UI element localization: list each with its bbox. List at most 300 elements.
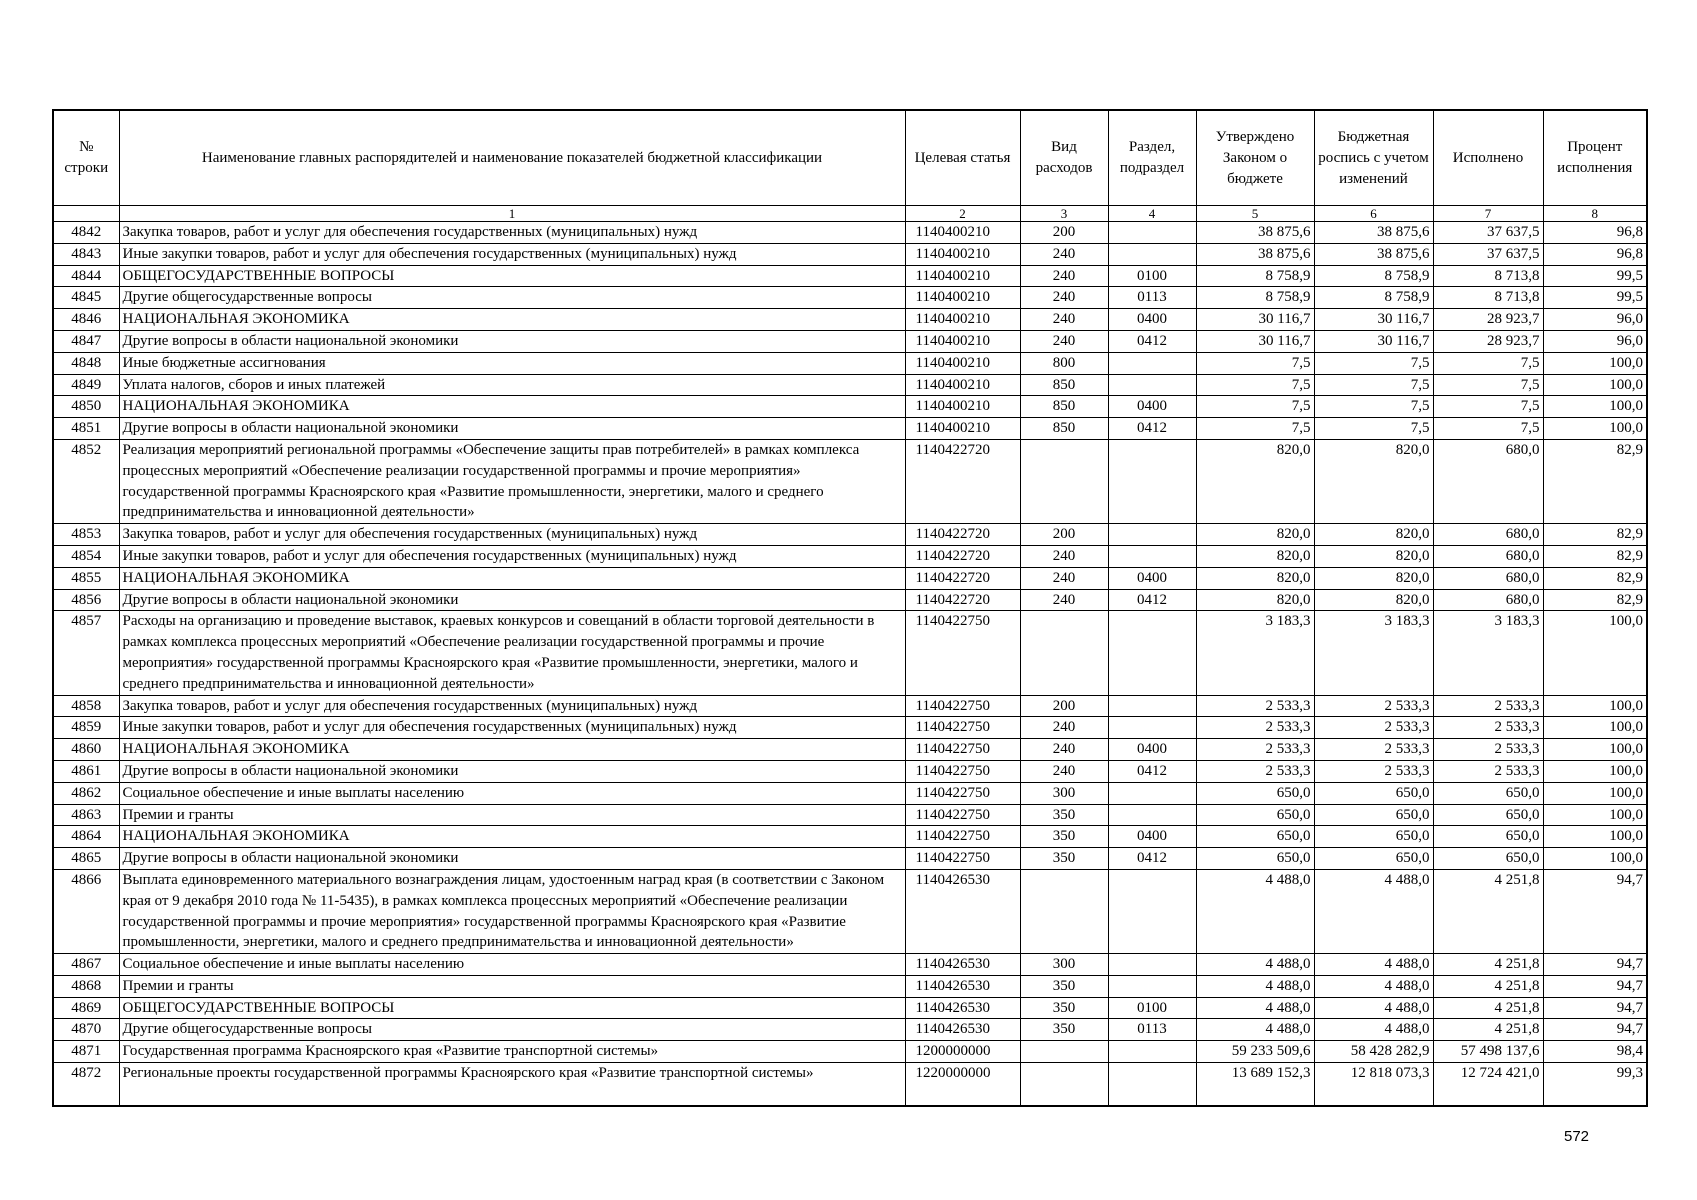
approved-cell: 650,0 [1196, 848, 1314, 870]
percent-cell: 96,8 [1543, 222, 1647, 244]
target-article-cell: 1140426530 [905, 975, 1020, 997]
header-expense-kind: Вид расходов [1020, 110, 1108, 206]
table-body [53, 222, 1647, 1107]
name-cell: Закупка товаров, работ и услуг для обеспечения государственных (муниципальных) нужд [119, 524, 905, 546]
row-number-cell: 4848 [53, 352, 119, 374]
page-number: 572 [1564, 1128, 1590, 1145]
approved-cell: 30 116,7 [1196, 309, 1314, 331]
approved-cell: 4 488,0 [1196, 975, 1314, 997]
schedule-cell: 2 533,3 [1314, 717, 1433, 739]
name-cell: Другие вопросы в области национальной экономики [119, 418, 905, 440]
target-article-cell: 1140422750 [905, 695, 1020, 717]
percent-cell: 94,7 [1543, 997, 1647, 1019]
table-row [53, 265, 1647, 287]
executed-cell: 7,5 [1433, 396, 1543, 418]
schedule-cell: 4 488,0 [1314, 975, 1433, 997]
approved-cell: 4 488,0 [1196, 954, 1314, 976]
expense-kind-cell: 850 [1020, 418, 1108, 440]
schedule-cell: 38 875,6 [1314, 222, 1433, 244]
schedule-cell: 820,0 [1314, 567, 1433, 589]
executed-cell: 650,0 [1433, 826, 1543, 848]
percent-cell: 100,0 [1543, 611, 1647, 695]
name-cell: Другие вопросы в области национальной экономики [119, 589, 905, 611]
schedule-cell: 650,0 [1314, 804, 1433, 826]
schedule-cell: 2 533,3 [1314, 695, 1433, 717]
schedule-cell: 58 428 282,9 [1314, 1041, 1433, 1063]
table-row [53, 611, 1647, 695]
executed-cell: 680,0 [1433, 545, 1543, 567]
percent-cell: 82,9 [1543, 567, 1647, 589]
row-number-cell: 4846 [53, 309, 119, 331]
target-article-cell: 1140426530 [905, 997, 1020, 1019]
schedule-cell: 650,0 [1314, 782, 1433, 804]
expense-kind-cell: 240 [1020, 330, 1108, 352]
budget-table [52, 109, 1648, 1107]
row-number-cell: 4859 [53, 717, 119, 739]
table-row [53, 869, 1647, 953]
percent-cell: 100,0 [1543, 804, 1647, 826]
column-number: 7 [1433, 206, 1543, 222]
approved-cell: 4 488,0 [1196, 869, 1314, 953]
percent-cell: 94,7 [1543, 1019, 1647, 1041]
executed-cell: 650,0 [1433, 804, 1543, 826]
expense-kind-cell: 850 [1020, 396, 1108, 418]
section-cell [1108, 717, 1196, 739]
row-number-cell: 4860 [53, 739, 119, 761]
expense-kind-cell: 240 [1020, 717, 1108, 739]
table-row [53, 997, 1647, 1019]
section-cell: 0400 [1108, 739, 1196, 761]
section-cell [1108, 804, 1196, 826]
approved-cell: 2 533,3 [1196, 739, 1314, 761]
row-number-cell: 4865 [53, 848, 119, 870]
expense-kind-cell: 240 [1020, 287, 1108, 309]
percent-cell: 100,0 [1543, 739, 1647, 761]
section-cell [1108, 1063, 1196, 1107]
name-cell: Социальное обеспечение и иные выплаты населению [119, 782, 905, 804]
executed-cell: 28 923,7 [1433, 330, 1543, 352]
target-article-cell: 1140422720 [905, 567, 1020, 589]
approved-cell: 38 875,6 [1196, 243, 1314, 265]
row-number-cell: 4850 [53, 396, 119, 418]
row-number-cell: 4851 [53, 418, 119, 440]
expense-kind-cell: 240 [1020, 589, 1108, 611]
name-cell: ОБЩЕГОСУДАРСТВЕННЫЕ ВОПРОСЫ [119, 997, 905, 1019]
expense-kind-cell [1020, 1063, 1108, 1107]
approved-cell: 7,5 [1196, 374, 1314, 396]
executed-cell: 650,0 [1433, 848, 1543, 870]
approved-cell: 30 116,7 [1196, 330, 1314, 352]
row-number-cell: 4849 [53, 374, 119, 396]
section-cell: 0412 [1108, 589, 1196, 611]
executed-cell: 4 251,8 [1433, 954, 1543, 976]
target-article-cell: 1140422750 [905, 804, 1020, 826]
table-row [53, 352, 1647, 374]
section-cell [1108, 374, 1196, 396]
name-cell: Другие общегосударственные вопросы [119, 1019, 905, 1041]
approved-cell: 7,5 [1196, 396, 1314, 418]
expense-kind-cell: 240 [1020, 243, 1108, 265]
table-row [53, 1041, 1647, 1063]
expense-kind-cell [1020, 439, 1108, 523]
table-row [53, 545, 1647, 567]
row-number-cell: 4854 [53, 545, 119, 567]
expense-kind-cell: 240 [1020, 760, 1108, 782]
schedule-cell: 7,5 [1314, 396, 1433, 418]
target-article-cell: 1140400210 [905, 309, 1020, 331]
schedule-cell: 820,0 [1314, 524, 1433, 546]
percent-cell: 100,0 [1543, 717, 1647, 739]
expense-kind-cell: 350 [1020, 804, 1108, 826]
table-row [53, 330, 1647, 352]
expense-kind-cell: 850 [1020, 374, 1108, 396]
target-article-cell: 1140422720 [905, 589, 1020, 611]
percent-cell: 82,9 [1543, 589, 1647, 611]
schedule-cell: 2 533,3 [1314, 739, 1433, 761]
header-name: Наименование главных распорядителей и наименование показателей бюджетной классификации [119, 110, 905, 206]
column-number: 1 [119, 206, 905, 222]
schedule-cell: 38 875,6 [1314, 243, 1433, 265]
section-cell: 0400 [1108, 309, 1196, 331]
table-row [53, 396, 1647, 418]
section-cell [1108, 975, 1196, 997]
executed-cell: 7,5 [1433, 352, 1543, 374]
target-article-cell: 1140422750 [905, 782, 1020, 804]
name-cell: Региональные проекты государственной программы Красноярского края «Развитие транспортной системы» [119, 1063, 905, 1107]
target-article-cell: 1140422750 [905, 717, 1020, 739]
percent-cell: 96,8 [1543, 243, 1647, 265]
expense-kind-cell: 350 [1020, 1019, 1108, 1041]
schedule-cell: 4 488,0 [1314, 997, 1433, 1019]
expense-kind-cell [1020, 611, 1108, 695]
target-article-cell: 1140400210 [905, 396, 1020, 418]
executed-cell: 2 533,3 [1433, 760, 1543, 782]
percent-cell: 100,0 [1543, 782, 1647, 804]
table-row [53, 287, 1647, 309]
section-cell [1108, 524, 1196, 546]
row-number-cell: 4867 [53, 954, 119, 976]
expense-kind-cell [1020, 1041, 1108, 1063]
expense-kind-cell: 240 [1020, 739, 1108, 761]
approved-cell: 4 488,0 [1196, 1019, 1314, 1041]
schedule-cell: 8 758,9 [1314, 287, 1433, 309]
section-cell: 0412 [1108, 848, 1196, 870]
name-cell: НАЦИОНАЛЬНАЯ ЭКОНОМИКА [119, 739, 905, 761]
table-header [53, 110, 1647, 222]
target-article-cell: 1140400210 [905, 265, 1020, 287]
executed-cell: 8 713,8 [1433, 287, 1543, 309]
approved-cell: 820,0 [1196, 545, 1314, 567]
section-cell: 0400 [1108, 567, 1196, 589]
schedule-cell: 820,0 [1314, 545, 1433, 567]
approved-cell: 650,0 [1196, 782, 1314, 804]
section-cell: 0100 [1108, 265, 1196, 287]
percent-cell: 94,7 [1543, 975, 1647, 997]
section-cell: 0113 [1108, 287, 1196, 309]
expense-kind-cell: 800 [1020, 352, 1108, 374]
column-number: 5 [1196, 206, 1314, 222]
expense-kind-cell: 350 [1020, 975, 1108, 997]
name-cell: НАЦИОНАЛЬНАЯ ЭКОНОМИКА [119, 396, 905, 418]
executed-cell: 28 923,7 [1433, 309, 1543, 331]
table-row [53, 717, 1647, 739]
percent-cell: 82,9 [1543, 439, 1647, 523]
executed-cell: 2 533,3 [1433, 717, 1543, 739]
percent-cell: 94,7 [1543, 954, 1647, 976]
percent-cell: 100,0 [1543, 760, 1647, 782]
column-number: 2 [905, 206, 1020, 222]
name-cell: Иные закупки товаров, работ и услуг для обеспечения государственных (муниципальных) нужд [119, 717, 905, 739]
table-row [53, 1063, 1647, 1107]
name-cell: Реализация мероприятий региональной программы «Обеспечение защиты прав потребителей» в рамках комплекса процессных мероприятий «Обеспечение реализации государственной программы и прочие мероприятия» государственной программы Красноярского края «Развитие промышленности, энергетики, малого и среднего предпринимательства и инновационной деятельности» [119, 439, 905, 523]
row-number-cell: 4852 [53, 439, 119, 523]
executed-cell: 8 713,8 [1433, 265, 1543, 287]
executed-cell: 680,0 [1433, 567, 1543, 589]
expense-kind-cell [1020, 869, 1108, 953]
schedule-cell: 4 488,0 [1314, 954, 1433, 976]
target-article-cell: 1140422720 [905, 524, 1020, 546]
row-number-cell: 4842 [53, 222, 119, 244]
name-cell: Закупка товаров, работ и услуг для обеспечения государственных (муниципальных) нужд [119, 695, 905, 717]
column-number-blank [53, 206, 119, 222]
section-cell: 0400 [1108, 396, 1196, 418]
target-article-cell: 1140400210 [905, 243, 1020, 265]
expense-kind-cell: 200 [1020, 695, 1108, 717]
approved-cell: 820,0 [1196, 567, 1314, 589]
executed-cell: 4 251,8 [1433, 869, 1543, 953]
section-cell [1108, 352, 1196, 374]
schedule-cell: 4 488,0 [1314, 1019, 1433, 1041]
target-article-cell: 1140400210 [905, 418, 1020, 440]
row-number-cell: 4862 [53, 782, 119, 804]
table-row [53, 804, 1647, 826]
target-article-cell: 1140426530 [905, 869, 1020, 953]
target-article-cell: 1140422750 [905, 848, 1020, 870]
table-row [53, 760, 1647, 782]
header-section: Раздел, подраздел [1108, 110, 1196, 206]
executed-cell: 4 251,8 [1433, 997, 1543, 1019]
table-row [53, 222, 1647, 244]
target-article-cell: 1140400210 [905, 352, 1020, 374]
expense-kind-cell: 300 [1020, 782, 1108, 804]
percent-cell: 96,0 [1543, 309, 1647, 331]
target-article-cell: 1140400210 [905, 287, 1020, 309]
section-cell [1108, 695, 1196, 717]
header-approved: Утверждено Законом о бюджете [1196, 110, 1314, 206]
approved-cell: 8 758,9 [1196, 265, 1314, 287]
row-number-cell: 4847 [53, 330, 119, 352]
expense-kind-cell: 200 [1020, 524, 1108, 546]
row-number-cell: 4871 [53, 1041, 119, 1063]
section-cell [1108, 243, 1196, 265]
table-row [53, 848, 1647, 870]
section-cell: 0113 [1108, 1019, 1196, 1041]
name-cell: Другие вопросы в области национальной экономики [119, 760, 905, 782]
name-cell: Иные закупки товаров, работ и услуг для обеспечения государственных (муниципальных) нужд [119, 545, 905, 567]
header-target-article: Целевая статья [905, 110, 1020, 206]
approved-cell: 650,0 [1196, 804, 1314, 826]
table-row [53, 567, 1647, 589]
column-number: 3 [1020, 206, 1108, 222]
header-percent: Процент исполнения [1543, 110, 1647, 206]
approved-cell: 59 233 509,6 [1196, 1041, 1314, 1063]
target-article-cell: 1140422750 [905, 826, 1020, 848]
executed-cell: 57 498 137,6 [1433, 1041, 1543, 1063]
approved-cell: 820,0 [1196, 439, 1314, 523]
section-cell [1108, 954, 1196, 976]
row-number-cell: 4861 [53, 760, 119, 782]
table-row [53, 1019, 1647, 1041]
target-article-cell: 1140400210 [905, 374, 1020, 396]
approved-cell: 7,5 [1196, 418, 1314, 440]
column-number: 6 [1314, 206, 1433, 222]
section-cell [1108, 1041, 1196, 1063]
section-cell [1108, 439, 1196, 523]
schedule-cell: 7,5 [1314, 418, 1433, 440]
name-cell: ОБЩЕГОСУДАРСТВЕННЫЕ ВОПРОСЫ [119, 265, 905, 287]
approved-cell: 820,0 [1196, 589, 1314, 611]
table-row [53, 374, 1647, 396]
target-article-cell: 1200000000 [905, 1041, 1020, 1063]
approved-cell: 2 533,3 [1196, 695, 1314, 717]
header-budget-schedule: Бюджетная роспись с учетом изменений [1314, 110, 1433, 206]
executed-cell: 7,5 [1433, 374, 1543, 396]
approved-cell: 8 758,9 [1196, 287, 1314, 309]
expense-kind-cell: 200 [1020, 222, 1108, 244]
section-cell: 0100 [1108, 997, 1196, 1019]
table-row [53, 418, 1647, 440]
name-cell: Премии и гранты [119, 975, 905, 997]
row-number-cell: 4868 [53, 975, 119, 997]
executed-cell: 650,0 [1433, 782, 1543, 804]
section-cell [1108, 611, 1196, 695]
executed-cell: 680,0 [1433, 589, 1543, 611]
percent-cell: 82,9 [1543, 545, 1647, 567]
row-number-cell: 4872 [53, 1063, 119, 1107]
row-number-cell: 4866 [53, 869, 119, 953]
table-row [53, 782, 1647, 804]
row-number-cell: 4853 [53, 524, 119, 546]
row-number-cell: 4858 [53, 695, 119, 717]
percent-cell: 99,5 [1543, 287, 1647, 309]
schedule-cell: 3 183,3 [1314, 611, 1433, 695]
column-number: 8 [1543, 206, 1647, 222]
budget-sheet [52, 109, 1646, 1107]
row-number-cell: 4843 [53, 243, 119, 265]
executed-cell: 2 533,3 [1433, 739, 1543, 761]
approved-cell: 2 533,3 [1196, 717, 1314, 739]
approved-cell: 13 689 152,3 [1196, 1063, 1314, 1107]
percent-cell: 100,0 [1543, 352, 1647, 374]
name-cell: Иные бюджетные ассигнования [119, 352, 905, 374]
schedule-cell: 30 116,7 [1314, 330, 1433, 352]
executed-cell: 4 251,8 [1433, 1019, 1543, 1041]
row-number-cell: 4855 [53, 567, 119, 589]
expense-kind-cell: 240 [1020, 265, 1108, 287]
row-number-cell: 4844 [53, 265, 119, 287]
schedule-cell: 4 488,0 [1314, 869, 1433, 953]
target-article-cell: 1140422720 [905, 439, 1020, 523]
table-row [53, 695, 1647, 717]
name-cell: НАЦИОНАЛЬНАЯ ЭКОНОМИКА [119, 309, 905, 331]
executed-cell: 7,5 [1433, 418, 1543, 440]
schedule-cell: 820,0 [1314, 589, 1433, 611]
percent-cell: 100,0 [1543, 374, 1647, 396]
section-cell: 0412 [1108, 418, 1196, 440]
expense-kind-cell: 240 [1020, 567, 1108, 589]
section-cell: 0412 [1108, 330, 1196, 352]
name-cell: Уплата налогов, сборов и иных платежей [119, 374, 905, 396]
schedule-cell: 8 758,9 [1314, 265, 1433, 287]
row-number-cell: 4863 [53, 804, 119, 826]
row-number-cell: 4869 [53, 997, 119, 1019]
target-article-cell: 1140426530 [905, 1019, 1020, 1041]
name-cell: Другие общегосударственные вопросы [119, 287, 905, 309]
schedule-cell: 12 818 073,3 [1314, 1063, 1433, 1107]
target-article-cell: 1140422750 [905, 760, 1020, 782]
percent-cell: 98,4 [1543, 1041, 1647, 1063]
row-number-cell: 4845 [53, 287, 119, 309]
section-cell [1108, 545, 1196, 567]
table-row [53, 524, 1647, 546]
section-cell: 0412 [1108, 760, 1196, 782]
executed-cell: 37 637,5 [1433, 243, 1543, 265]
executed-cell: 4 251,8 [1433, 975, 1543, 997]
name-cell: Закупка товаров, работ и услуг для обеспечения государственных (муниципальных) нужд [119, 222, 905, 244]
section-cell: 0400 [1108, 826, 1196, 848]
approved-cell: 2 533,3 [1196, 760, 1314, 782]
section-cell [1108, 782, 1196, 804]
expense-kind-cell: 240 [1020, 309, 1108, 331]
name-cell: Расходы на организацию и проведение выставок, краевых конкурсов и совещаний в области торговой деятельности в рамках комплекса процессных мероприятий «Обеспечение реализации государственной программы и прочие мероприятия» государственной программы Красноярского края «Развитие промышленности, энергетики, малого и среднего предпринимательства и инновационной деятельности» [119, 611, 905, 695]
target-article-cell: 1140422750 [905, 611, 1020, 695]
name-cell: НАЦИОНАЛЬНАЯ ЭКОНОМИКА [119, 567, 905, 589]
target-article-cell: 1140400210 [905, 330, 1020, 352]
name-cell: Государственная программа Красноярского края «Развитие транспортной системы» [119, 1041, 905, 1063]
table-row [53, 589, 1647, 611]
approved-cell: 7,5 [1196, 352, 1314, 374]
name-cell: Выплата единовременного материального вознаграждения лицам, удостоенным наград края (в соответствии с Законом края от 9 декабря 2010 года № 11-5435), в рамках комплекса процессных мероприятий «Обеспечение реализации государственной программы и прочие мероприятия» государственной программы Красноярского края «Развитие промышленности, энергетики, малого и среднего предпринимательства и инновационной деятельности» [119, 869, 905, 953]
approved-cell: 38 875,6 [1196, 222, 1314, 244]
target-article-cell: 1140422750 [905, 739, 1020, 761]
section-cell [1108, 222, 1196, 244]
table-row [53, 243, 1647, 265]
executed-cell: 680,0 [1433, 439, 1543, 523]
percent-cell: 99,5 [1543, 265, 1647, 287]
schedule-cell: 30 116,7 [1314, 309, 1433, 331]
target-article-cell: 1140400210 [905, 222, 1020, 244]
approved-cell: 4 488,0 [1196, 997, 1314, 1019]
expense-kind-cell: 350 [1020, 848, 1108, 870]
executed-cell: 2 533,3 [1433, 695, 1543, 717]
percent-cell: 100,0 [1543, 695, 1647, 717]
approved-cell: 820,0 [1196, 524, 1314, 546]
percent-cell: 100,0 [1543, 418, 1647, 440]
executed-cell: 37 637,5 [1433, 222, 1543, 244]
row-number-cell: 4856 [53, 589, 119, 611]
section-cell [1108, 869, 1196, 953]
table-row [53, 954, 1647, 976]
schedule-cell: 7,5 [1314, 374, 1433, 396]
percent-cell: 94,7 [1543, 869, 1647, 953]
schedule-cell: 7,5 [1314, 352, 1433, 374]
row-number-cell: 4857 [53, 611, 119, 695]
name-cell: Социальное обеспечение и иные выплаты населению [119, 954, 905, 976]
row-number-cell: 4864 [53, 826, 119, 848]
expense-kind-cell: 240 [1020, 545, 1108, 567]
executed-cell: 3 183,3 [1433, 611, 1543, 695]
approved-cell: 650,0 [1196, 826, 1314, 848]
